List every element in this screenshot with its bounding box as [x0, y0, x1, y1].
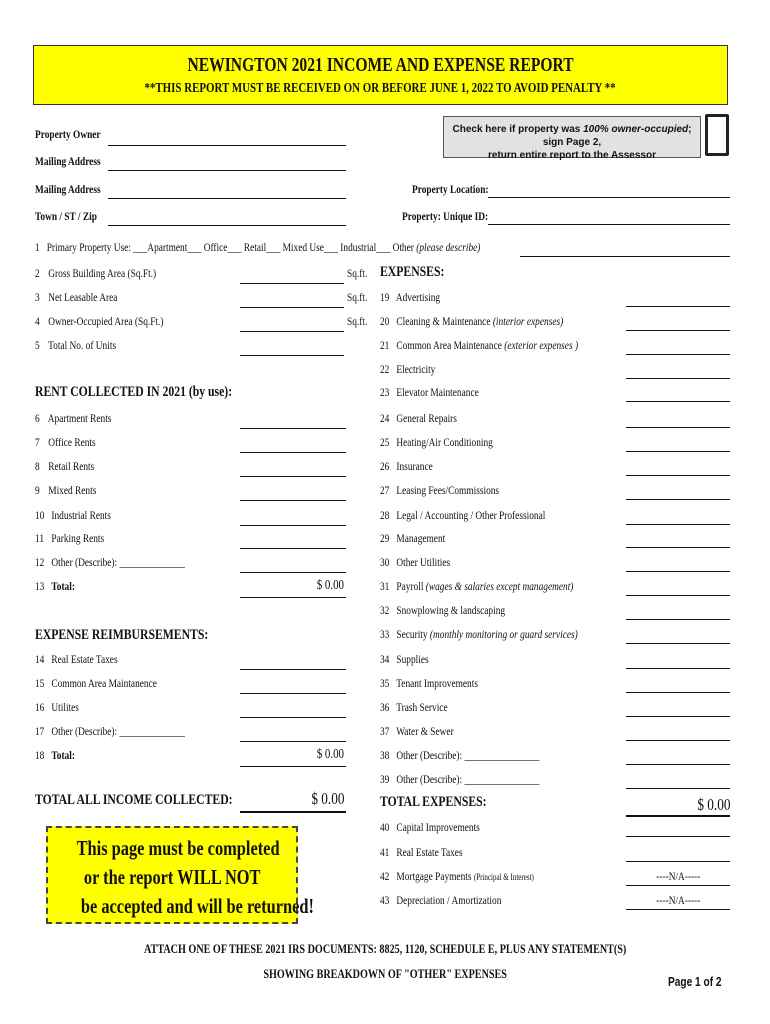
expense-item: 38 Other (Describe): ________________	[380, 748, 540, 762]
rent-item: 12 Other (Describe): ______________	[35, 555, 185, 569]
expense-item: 36 Trash Service	[380, 700, 448, 714]
mailing-address-label-1: Mailing Address	[35, 154, 101, 168]
expense-item: 27 Leasing Fees/Commissions	[380, 483, 500, 497]
expense-field[interactable]	[626, 330, 730, 331]
expense-item: 28 Legal / Accounting / Other Professional	[380, 508, 546, 522]
expense-field[interactable]	[626, 524, 730, 525]
rent-heading: RENT COLLECTED IN 2021 (by use):	[35, 384, 233, 400]
gross-building-area-field[interactable]	[240, 283, 344, 284]
rent-field[interactable]	[240, 476, 346, 477]
expense-field[interactable]	[626, 740, 730, 741]
capital-value[interactable]: ----N/A-----	[655, 869, 701, 883]
capital-value[interactable]	[626, 820, 730, 835]
expense-field[interactable]	[626, 692, 730, 693]
expense-field[interactable]	[626, 716, 730, 717]
total-income-line	[240, 811, 346, 813]
expense-item: 25 Heating/Air Conditioning	[380, 435, 493, 449]
town-st-zip-label: Town / ST / Zip	[35, 209, 97, 223]
mailing-address-field-1[interactable]	[108, 170, 346, 171]
total-income-label: TOTAL ALL INCOME COLLECTED:	[35, 792, 233, 808]
reimb-item: 15 Common Area Maintanence	[35, 676, 157, 690]
reimb-item: 17 Other (Describe): ______________	[35, 724, 185, 738]
reimb-item: 16 Utilites	[35, 700, 79, 714]
notice-line-1: This page must be completed	[76, 836, 280, 860]
capital-item: 40 Capital Improvements	[380, 820, 480, 834]
unique-id-label: Property: Unique ID:	[402, 209, 489, 223]
property-owner-field[interactable]	[108, 145, 346, 146]
expense-field[interactable]	[626, 354, 730, 355]
rent-item: 9 Mixed Rents	[35, 483, 97, 497]
expense-field[interactable]	[626, 764, 730, 765]
rent-field[interactable]	[240, 428, 346, 429]
primary-use-other-field[interactable]	[520, 256, 730, 257]
expense-field[interactable]	[626, 427, 730, 428]
completion-notice	[46, 826, 314, 924]
note-line2: return entire report to the Assessor	[487, 150, 656, 161]
notice-line-2: or the report WILL NOT	[83, 865, 261, 889]
unit-label: Sq.ft.	[347, 290, 368, 304]
expense-item: 39 Other (Describe): ________________	[380, 772, 540, 786]
expense-item: 21 Common Area Maintenance (exterior expenses )	[380, 338, 579, 352]
property-owner-label: Property Owner	[35, 127, 101, 141]
report-title: NEWINGTON 2021 INCOME AND EXPENSE REPORT	[187, 54, 574, 76]
reimb-field[interactable]	[240, 669, 346, 670]
expense-item: 20 Cleaning & Maintenance (interior expenses)	[380, 314, 564, 328]
town-st-zip-field[interactable]	[108, 225, 346, 226]
report-deadline: **THIS REPORT MUST BE RECEIVED ON OR BEFORE JUNE 1, 2022 TO AVOID PENALTY **	[144, 81, 617, 96]
expense-field[interactable]	[626, 547, 730, 548]
total-expenses-line	[626, 815, 730, 817]
reimb-item: 14 Real Estate Taxes	[35, 652, 118, 666]
expense-field[interactable]	[626, 788, 730, 789]
rent-total-value: $ 0.00	[316, 578, 344, 593]
primary-use-row: 1 Primary Property Use: ___Apartment___ Office___ Retail___ Mixed Use___ Industrial___ Other (please describe)	[35, 240, 481, 254]
report-header	[33, 45, 728, 105]
rent-item: 8 Retail Rents	[35, 459, 95, 473]
net-leasable-area-field[interactable]	[240, 307, 344, 308]
left-item: 3 Net Leasable Area	[35, 290, 118, 304]
total-expenses-value: $ 0.00	[696, 795, 730, 814]
rent-field[interactable]	[240, 572, 346, 573]
property-location-label: Property Location:	[412, 182, 489, 196]
rent-field[interactable]	[240, 548, 346, 549]
note-pre: Check here if property was	[452, 124, 584, 135]
footer-other-expenses: SHOWING BREAKDOWN OF "OTHER" EXPENSES	[263, 966, 507, 981]
note-italic: 100% owner-occupied	[583, 124, 689, 135]
expense-item: 34 Supplies	[380, 652, 429, 666]
rent-item: 11 Parking Rents	[35, 531, 105, 545]
capital-value[interactable]	[626, 845, 730, 860]
rent-item: 7 Office Rents	[35, 435, 96, 449]
expense-field[interactable]	[626, 619, 730, 620]
expense-field[interactable]	[626, 306, 730, 307]
total-units-field[interactable]	[240, 355, 344, 356]
expense-item: 19 Advertising	[380, 290, 441, 304]
expense-item: 29 Management	[380, 531, 446, 545]
rent-field[interactable]	[240, 452, 346, 453]
capital-value[interactable]: ----N/A-----	[655, 893, 701, 907]
expense-field[interactable]	[626, 499, 730, 500]
expense-field[interactable]	[626, 475, 730, 476]
property-location-field[interactable]	[488, 197, 730, 198]
expense-item: 30 Other Utilities	[380, 555, 451, 569]
expense-field[interactable]	[626, 643, 730, 644]
expense-item: 22 Electricity	[380, 362, 436, 376]
expense-item: 33 Security (monthly monitoring or guard services)	[380, 627, 578, 641]
left-item: 5 Total No. of Units	[35, 338, 117, 352]
page-number: Page 1 of 2	[668, 974, 722, 989]
expense-item: 23 Elevator Maintenance	[380, 385, 479, 399]
expense-field[interactable]	[626, 595, 730, 596]
rent-field[interactable]	[240, 525, 346, 526]
unit-label: Sq.ft.	[347, 314, 368, 328]
reimb-total-line	[240, 766, 346, 767]
expense-field[interactable]	[626, 571, 730, 572]
reimb-field[interactable]	[240, 741, 346, 742]
unique-id-field[interactable]	[488, 224, 730, 225]
reimb-total-label: 18 Total:	[35, 748, 75, 762]
capital-item: 43 Depreciation / Amortization	[380, 893, 502, 907]
expense-item: 35 Tenant Improvements	[380, 676, 478, 690]
rent-total-line	[240, 597, 346, 598]
reimb-total-value: $ 0.00	[316, 747, 344, 762]
expense-item: 26 Insurance	[380, 459, 433, 473]
rent-item: 10 Industrial Rents	[35, 508, 111, 522]
mailing-address-label-2: Mailing Address	[35, 182, 101, 196]
expense-item: 37 Water & Sewer	[380, 724, 454, 738]
reimb-heading: EXPENSE REIMBURSEMENTS:	[35, 627, 209, 643]
left-item: 2 Gross Building Area (Sq.Ft.)	[35, 266, 157, 280]
rent-item: 6 Apartment Rents	[35, 411, 112, 425]
notice-line-3: be accepted and will be returned!	[80, 894, 314, 918]
left-item: 4 Owner-Occupied Area (Sq.Ft.)	[35, 314, 164, 328]
footer-attach-note: ATTACH ONE OF THESE 2021 IRS DOCUMENTS: 8825, 1120, SCHEDULE E, PLUS ANY STATEMENT(S)	[143, 941, 627, 956]
rent-total-label: 13 Total:	[35, 579, 75, 593]
expense-field[interactable]	[626, 378, 730, 379]
expense-field[interactable]	[626, 668, 730, 669]
rent-field[interactable]	[240, 500, 346, 501]
unit-label: Sq.ft.	[347, 266, 368, 280]
expenses-heading: EXPENSES:	[380, 264, 445, 280]
reimb-field[interactable]	[240, 693, 346, 694]
capital-item: 41 Real Estate Taxes	[380, 845, 463, 859]
mailing-address-field-2[interactable]	[108, 198, 346, 199]
capital-field-line	[626, 885, 730, 886]
capital-field-line	[626, 861, 730, 862]
total-expenses-label: TOTAL EXPENSES:	[380, 794, 487, 810]
note-post: ; sign Page 2,	[542, 124, 692, 148]
owner-occupied-area-field[interactable]	[240, 331, 344, 332]
expense-field[interactable]	[626, 451, 730, 452]
owner-occupied-checkbox[interactable]	[705, 114, 729, 156]
expense-field[interactable]	[626, 401, 730, 402]
capital-field-line	[626, 909, 730, 910]
capital-item: 42 Mortgage Payments (Principal & Interest)	[380, 869, 534, 883]
owner-occupied-note	[443, 116, 701, 161]
reimb-field[interactable]	[240, 717, 346, 718]
expense-item: 32 Snowplowing & landscaping	[380, 603, 506, 617]
total-income-value: $ 0.00	[310, 789, 344, 808]
expense-item: 24 General Repairs	[380, 411, 457, 425]
capital-field-line	[626, 836, 730, 837]
expense-item: 31 Payroll (wages & salaries except management)	[380, 579, 574, 593]
